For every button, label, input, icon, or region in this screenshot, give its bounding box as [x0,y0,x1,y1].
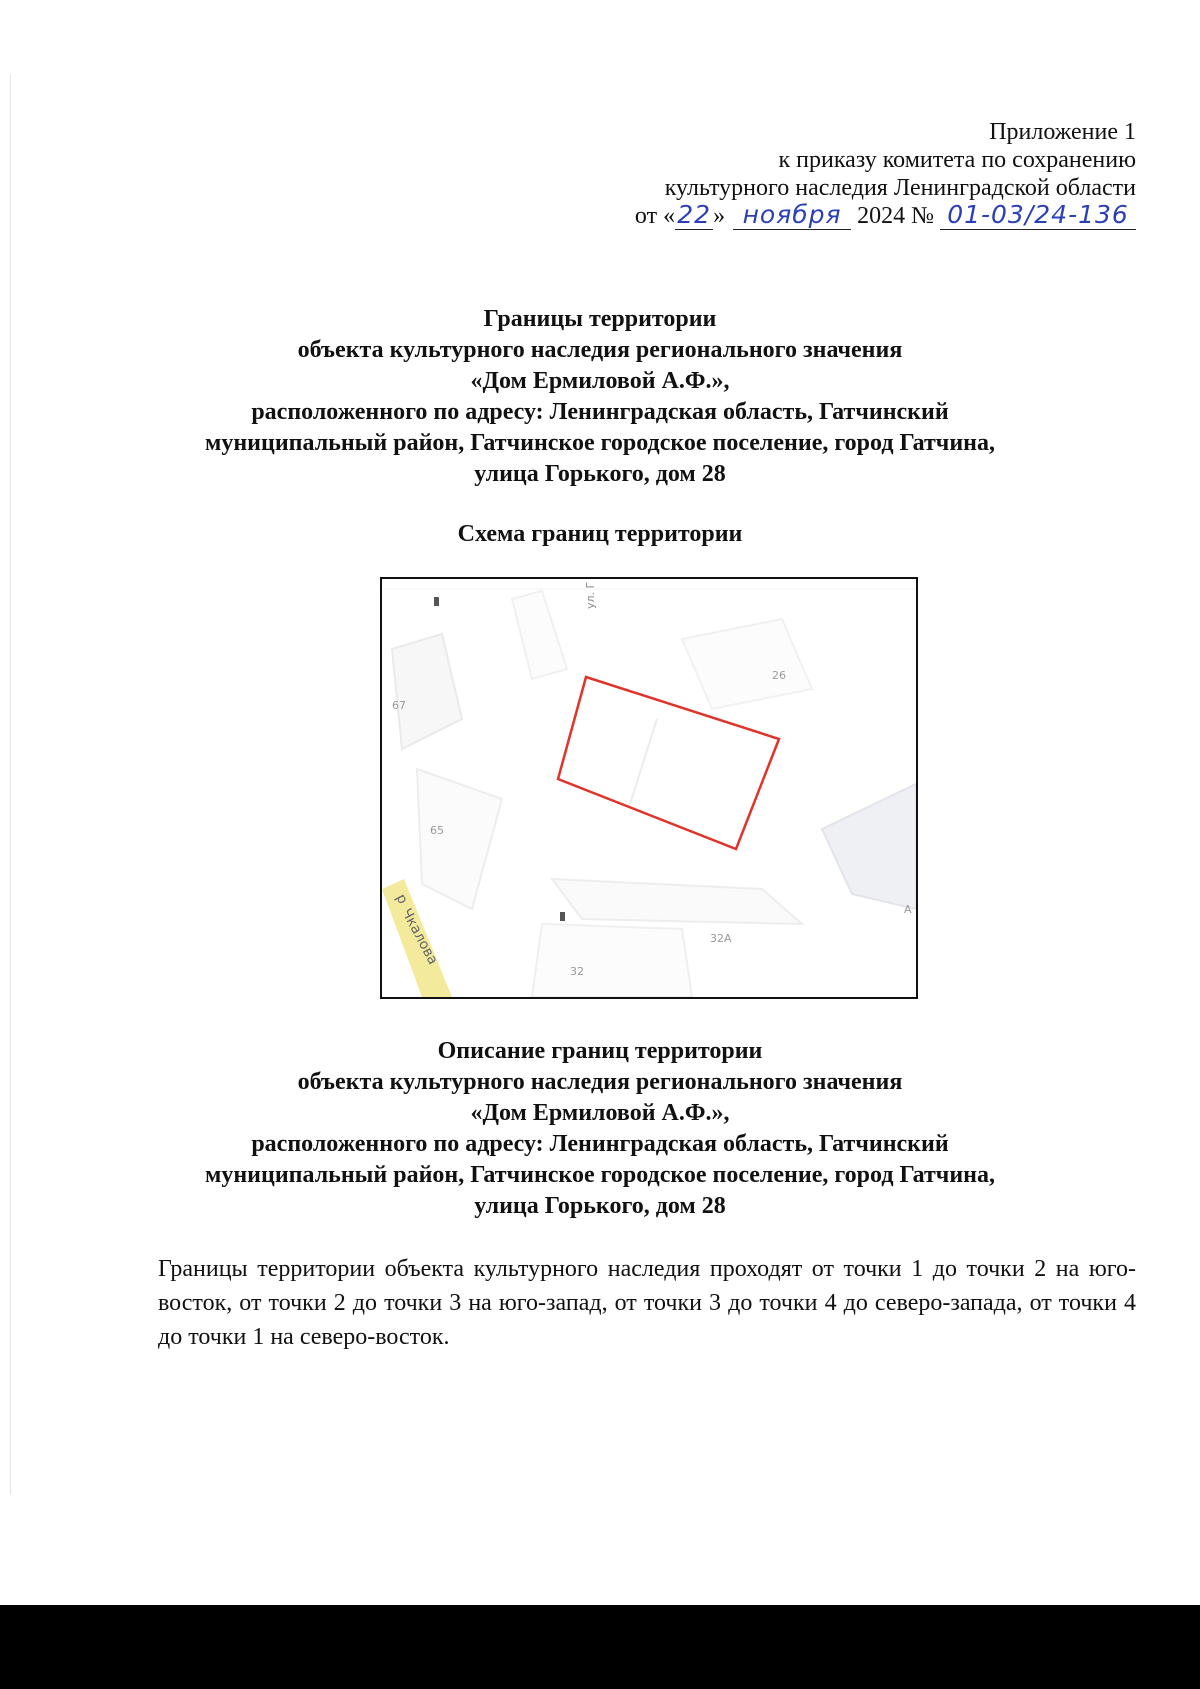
house-number-32: 32 [570,965,584,978]
handwritten-order-number: 01-03/24-136 [947,200,1129,229]
scan-margin-line [10,75,11,1495]
map-marker [434,597,439,606]
scheme-title: Схема границ территории [457,521,743,547]
day-field [675,202,713,230]
inner-divider [630,719,657,804]
street-label-gorky: ул. Г [584,581,597,609]
house-number-32a: 32A [710,932,732,945]
boundary-map [380,577,918,999]
description-line-3: «Дом Ермиловой А.Ф.», [470,1100,730,1126]
title-line-3: «Дом Ермиловой А.Ф.», [470,368,730,394]
description-line-5: муниципальный район, Гатчинское городское поселение, город Гатчина, [205,1162,995,1188]
house-number-26: 26 [772,669,786,682]
order-reference: к приказу комитета по сохранению [778,147,1136,173]
building-outline [512,591,567,679]
building-outline [392,634,462,749]
description-title [0,1036,1200,1222]
description-line-1: Описание границ территории [437,1038,763,1064]
handwritten-month: ноября [742,200,842,229]
street-label-chkalova: Чкалова [398,905,441,968]
building-outline [532,924,692,997]
title-line-4: расположенного по адресу: Ленинградская область, Гатчинский [251,399,949,425]
order-number-field [940,202,1136,230]
house-number-67: 67 [392,699,406,712]
boundary-description-paragraph: Границы территории объекта культурного наследия проходят от точки 1 до точки 2 на юго-восток, от точки 2 до точки 3 на юго-запад, от точки 3 до точки 4 до северо-запада, от точки 4 до точки 1 на северо-восток. [158,1256,1136,1350]
building-outline [552,879,802,924]
title-line-6: улица Горького, дом 28 [474,461,726,487]
document-title [0,304,1200,490]
order-date-line [635,202,1136,230]
building-outline [822,784,916,909]
description-line-6: улица Горького, дом 28 [474,1193,726,1219]
house-letter-a: A [904,903,912,916]
committee-name: культурного наследия Ленинградской области [664,175,1136,201]
scan-bottom-bar [0,1605,1200,1689]
map-canvas [382,579,916,997]
title-line-5: муниципальный район, Гатчинское городское поселение, город Гатчина, [205,430,995,456]
building-outline [682,619,812,709]
house-number-65: 65 [430,824,444,837]
date-mid: » [713,203,726,229]
description-line-2: объекта культурного наследия регионального значения [297,1069,903,1095]
handwritten-day: 22 [677,200,711,229]
building-outline [417,769,502,909]
title-line-2: объекта культурного наследия регионального значения [297,337,903,363]
date-prefix: от « [634,203,676,229]
appendix-header [635,118,1136,230]
month-field [733,202,851,230]
description-line-4: расположенного по адресу: Ленинградская область, Гатчинский [251,1131,949,1157]
title-line-1: Границы территории [483,306,717,332]
appendix-label: Приложение 1 [989,119,1136,145]
street-label-chkalova-prefix: р [392,891,411,907]
year-number-label: 2024 № [857,203,934,229]
map-marker [560,912,565,921]
